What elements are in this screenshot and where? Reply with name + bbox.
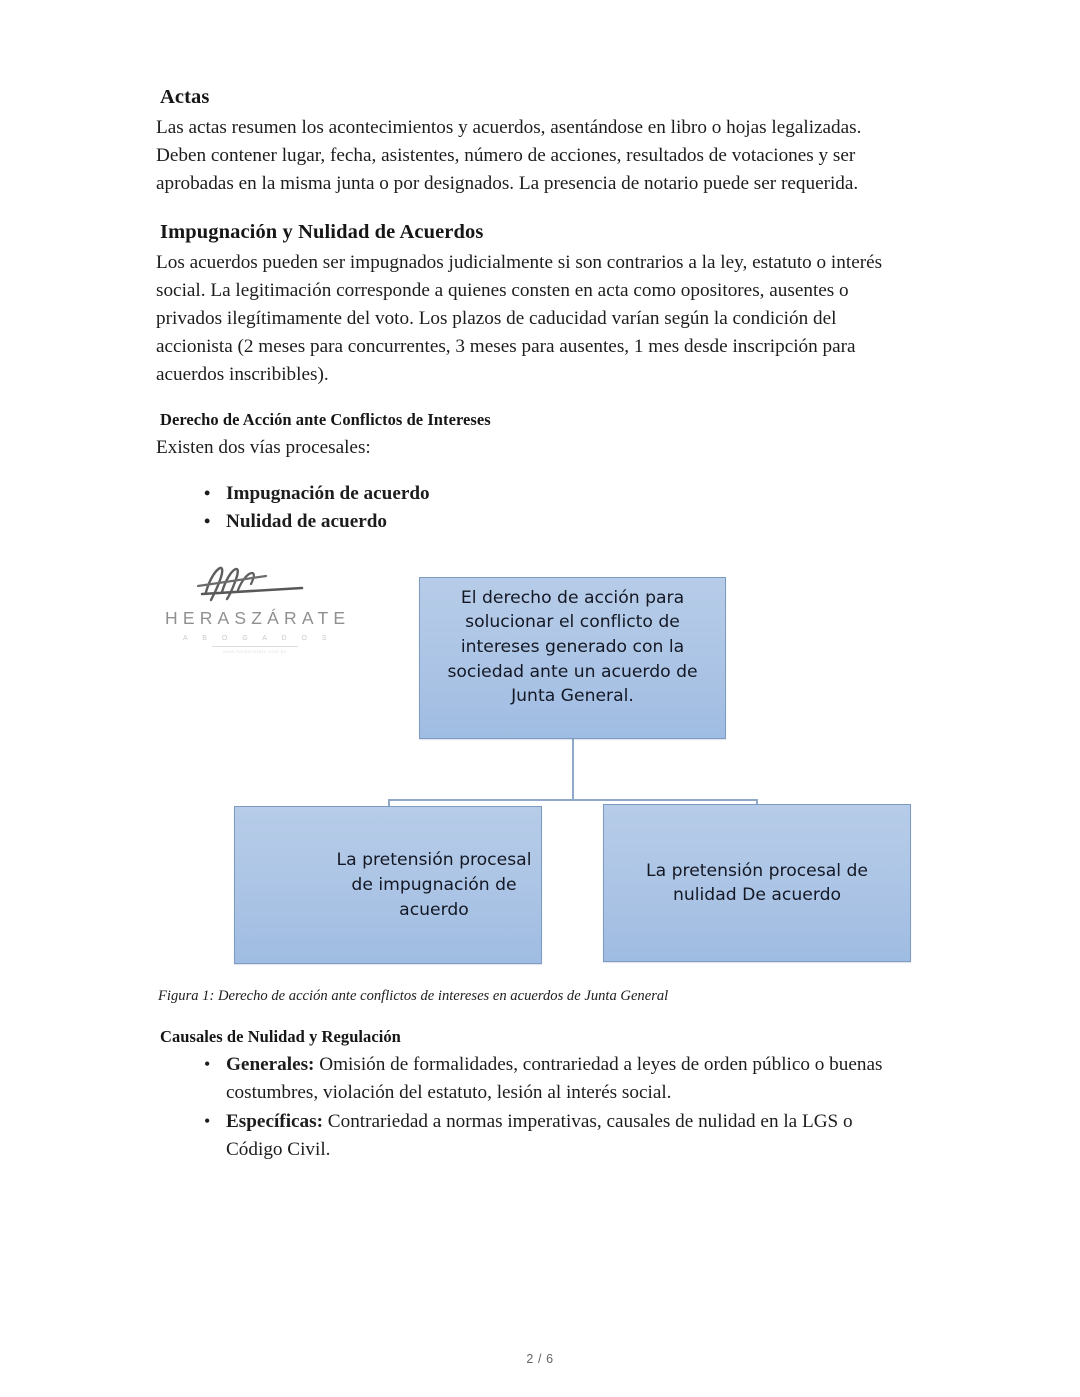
law-firm-logo bbox=[160, 562, 350, 654]
paragraph-impugnacion-nulidad: Los acuerdos pueden ser impugnados judicialmente si son contrarios a la ley, estatuto o interés social. La legitimación corresponde a quienes consten en acta como opositores, ausentes o privados ilegítimamente del voto. Los plazos de caducidad varían según la condición del accionista (2 meses para concurrentes, 3 meses para ausentes, 1 mes desde inscripción para acuerdos inscribibles). bbox=[156, 251, 883, 386]
figure-caption: Figura 1: Derecho de acción ante conflictos de intereses en acuerdos de Junta General bbox=[158, 988, 669, 1005]
diagram-node-root bbox=[419, 577, 726, 739]
logo-tagline: www.heraszarate.com.pe bbox=[223, 649, 287, 655]
list-item: • Nulidad de acuerdo bbox=[204, 508, 908, 536]
logo-divider bbox=[212, 646, 298, 647]
list-vias-procesales bbox=[156, 480, 908, 536]
diagram-node-impugnacion bbox=[234, 806, 542, 964]
logo-subtitle: A B O G A D O S bbox=[182, 635, 334, 643]
paragraph-derecho-accion-intro: Existen dos vías procesales: bbox=[156, 436, 371, 458]
diagram-node-nulidad bbox=[603, 804, 911, 962]
diagram-node-nulidad-label: La pretensión procesal de nulidad De acuerdo bbox=[646, 860, 868, 906]
list-item-lead: Generales: bbox=[226, 1054, 315, 1076]
list-item-text: Omisión de formalidades, contrariedad a leyes de orden público o buenas costumbres, violación del estatuto, lesión al interés social. bbox=[226, 1054, 883, 1104]
list-item: • Impugnación de acuerdo bbox=[204, 480, 908, 508]
spacer bbox=[156, 199, 908, 221]
connector-horizontal-bar bbox=[388, 799, 758, 801]
list-item bbox=[204, 1051, 908, 1107]
list-item bbox=[204, 1108, 908, 1164]
heading-derecho-accion: Derecho de Acción ante Conflictos de Intereses bbox=[160, 409, 491, 429]
page-content bbox=[156, 86, 908, 1164]
figure-derecho-accion bbox=[156, 556, 908, 988]
list-item-lead: Específicas: bbox=[226, 1110, 323, 1132]
page-number-footer: 2 / 6 bbox=[526, 1352, 554, 1366]
logo-wordmark: HERASZÁRATE bbox=[165, 608, 351, 629]
list-causales bbox=[156, 1051, 908, 1164]
diagram-node-root-label: El derecho de acción para solucionar el conflicto de intereses generado con la sociedad ante un acuerdo de Junta General. bbox=[447, 587, 698, 707]
paragraph-actas: Las actas resumen los acontecimientos y acuerdos, asentándose en libro o hojas legalizadas. Deben contener lugar, fecha, asistentes, número de acciones, resultados de votaciones y ser aprobadas en la misma junta o por designados. La presencia de notario puede ser requerida. bbox=[156, 117, 862, 195]
spacer bbox=[156, 1005, 908, 1027]
signature-mark-icon bbox=[180, 562, 330, 606]
diagram-node-impugnacion-label: La pretensión procesal de impugnación de acuerdo bbox=[336, 850, 532, 920]
heading-impugnacion-nulidad: Impugnación y Nulidad de Acuerdos bbox=[160, 220, 484, 243]
connector-root-vertical bbox=[572, 739, 574, 800]
spacer bbox=[156, 390, 908, 410]
heading-actas: Actas bbox=[160, 86, 210, 108]
spacer bbox=[156, 462, 908, 480]
heading-causales: Causales de Nulidad y Regulación bbox=[160, 1027, 401, 1047]
list-item-text: Contrariedad a normas imperativas, causales de nulidad en la LGS o Código Civil. bbox=[226, 1110, 853, 1160]
